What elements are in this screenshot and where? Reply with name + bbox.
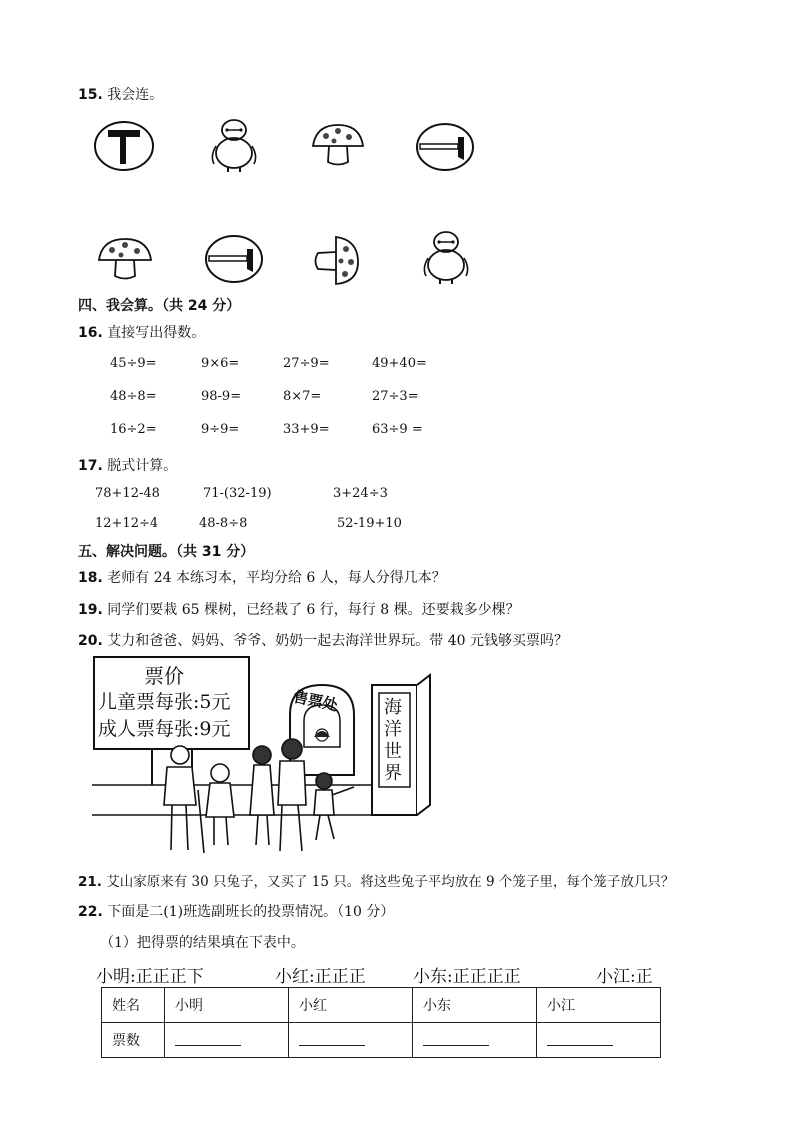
tally-xiaodong: 小东:正正正正 xyxy=(413,967,521,987)
table-cell: 小明 xyxy=(165,988,289,1023)
question-16-text: 直接写出得数。 xyxy=(107,325,206,341)
oral-calc-item: 98-9= xyxy=(201,389,242,404)
question-19-text: 同学们要栽 65 棵树，已经栽了 6 行，每行 8 棵。还要栽多少棵？ xyxy=(107,602,520,618)
ocean-world-char: 世 xyxy=(384,741,402,762)
oral-calc-item: 8×7= xyxy=(283,389,322,404)
oral-calc-item: 9×6= xyxy=(201,356,240,371)
answer-blank-cell[interactable] xyxy=(289,1023,413,1058)
question-21-text: 艾山家原来有 30 只兔子，又买了 15 只。将这些兔子平均放在 9 个笼子里，每个笼子放几只？ xyxy=(106,874,675,890)
oral-calc-item: 27÷3= xyxy=(372,389,419,404)
table-cell: 小东 xyxy=(413,988,537,1023)
vote-table xyxy=(101,987,661,1058)
ticket-booth-label: 售票处 xyxy=(291,687,340,715)
oral-calc-item: 48÷8= xyxy=(110,389,157,404)
question-16: 16. 直接写出得数。 xyxy=(78,325,206,341)
oral-calc-item: 49+40= xyxy=(372,356,427,371)
question-15-text: 我会连。 xyxy=(107,87,164,103)
answer-blank[interactable] xyxy=(175,1031,241,1046)
answer-blank-cell[interactable] xyxy=(165,1023,289,1058)
oral-calc-item: 9÷9= xyxy=(201,422,240,437)
step-calc-item: 12+12÷4 xyxy=(95,516,159,531)
step-calc-item: 78+12-48 xyxy=(95,486,160,501)
answer-blank[interactable] xyxy=(423,1031,489,1046)
mushroom-picture xyxy=(310,122,366,168)
answer-blank[interactable] xyxy=(299,1031,365,1046)
ocean-world-char: 海 xyxy=(384,697,402,718)
oral-calc-item: 63÷9 = xyxy=(372,422,423,437)
ticket-price-title: 票价 xyxy=(144,664,184,688)
question-22-sub1: （1）把得票的结果填在下表中。 xyxy=(100,935,305,951)
table-cell: 小红 xyxy=(289,988,413,1023)
question-19: 19. 同学们要栽 65 棵树，已经栽了 6 行，每行 8 棵。还要栽多少棵？ xyxy=(78,602,520,618)
ocean-world-char: 界 xyxy=(384,763,402,784)
oral-calc-item: 16÷2= xyxy=(110,422,157,437)
section-4-title: 四、我会算。（共 24 分） xyxy=(78,298,241,314)
step-calc-item: 3+24÷3 xyxy=(333,486,388,501)
question-15: 15. 我会连。 xyxy=(78,87,164,103)
hammer-circle-picture xyxy=(92,120,156,172)
table-cell: 小江 xyxy=(537,988,661,1023)
oral-calc-item: 27÷9= xyxy=(283,356,330,371)
question-21: 21. 艾山家原来有 30 只兔子，又买了 15 只。将这些兔子平均放在 9 个笼子里，每个笼子放几只？ xyxy=(78,874,675,890)
mushroom-sideways-picture xyxy=(312,234,364,286)
step-calc-item: 48-8÷8 xyxy=(199,516,248,531)
question-20-text: 艾力和爸爸、妈妈、爷爷、奶奶一起去海洋世界玩。带 40 元钱够买票吗？ xyxy=(107,633,568,649)
tally-xiaohong: 小红:正正正 xyxy=(275,967,366,987)
child-ticket-price: 儿童票每张:5元 xyxy=(98,691,231,713)
table-row xyxy=(102,1023,661,1058)
mushroom-picture-2 xyxy=(96,236,154,282)
hammer-sideways-circle-picture-2 xyxy=(203,234,265,284)
tally-xiaoming: 小明:正正正下 xyxy=(96,967,204,987)
section-5-title: 五、解决问题。（共 31 分） xyxy=(78,544,255,560)
question-22-text: 下面是二(1)班选副班长的投票情况。（10 分） xyxy=(107,904,395,920)
step-calc-item: 71-(32-19) xyxy=(203,486,272,501)
oral-calc-item: 33+9= xyxy=(283,422,330,437)
table-header-cell: 票数 xyxy=(102,1023,165,1058)
question-20: 20. 艾力和爸爸、妈妈、爷爷、奶奶一起去海洋世界玩。带 40 元钱够买票吗？ xyxy=(78,633,568,649)
answer-blank-cell[interactable] xyxy=(413,1023,537,1058)
tally-xiaojiang: 小江:正 xyxy=(596,967,653,987)
question-18: 18. 老师有 24 本练习本，平均分给 6 人，每人分得几本？ xyxy=(78,570,446,586)
adult-ticket-price: 成人票每张:9元 xyxy=(98,718,231,740)
answer-blank-cell[interactable] xyxy=(537,1023,661,1058)
question-18-text: 老师有 24 本练习本，平均分给 6 人，每人分得几本？ xyxy=(107,570,446,586)
answer-blank[interactable] xyxy=(547,1031,613,1046)
question-22: 22. 下面是二(1)班选副班长的投票情况。（10 分） xyxy=(78,904,395,920)
question-17-text: 脱式计算。 xyxy=(107,458,178,474)
robot-picture xyxy=(206,118,262,174)
table-header-cell: 姓名 xyxy=(102,988,165,1023)
table-row xyxy=(102,988,661,1023)
question-17: 17. 脱式计算。 xyxy=(78,458,178,474)
ocean-world-char: 洋 xyxy=(384,719,402,740)
step-calc-item: 52-19+10 xyxy=(337,516,402,531)
hammer-sideways-circle-picture xyxy=(414,122,476,172)
robot-picture-2 xyxy=(418,230,474,286)
oral-calc-item: 45÷9= xyxy=(110,356,157,371)
